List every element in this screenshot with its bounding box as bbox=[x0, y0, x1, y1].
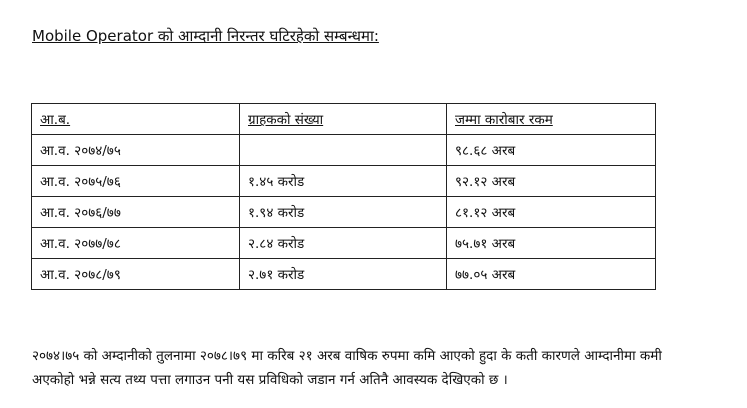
revenue-table bbox=[31, 103, 656, 290]
transaction-amount-cell: ७७.०५ अरब bbox=[447, 259, 656, 290]
table-header-row bbox=[32, 104, 656, 135]
table-row bbox=[32, 166, 656, 197]
transaction-amount-cell: ८१.१२ अरब bbox=[447, 197, 656, 228]
table-row bbox=[32, 135, 656, 166]
table-row bbox=[32, 259, 656, 290]
transaction-amount-cell: ९२.१२ अरब bbox=[447, 166, 656, 197]
column-header-customer-count: ग्राहकको संख्या bbox=[240, 104, 447, 135]
body-paragraph: २०७४।७५ को अम्दानीको तुलनामा २०७८।७९ मा करिब २१ अरब वाषिक रुपमा कमि आएको हुदा के कती कारणले आम्दानीमा कमी अएकोहो भन्ने सत्य तथ्य पत्ता लगाउन पनी यस प्रविधिको जडान गर्न अतिनै आवस्यक देखिएको छ । bbox=[32, 347, 662, 388]
column-header-fiscal-year: आ.ब. bbox=[32, 104, 240, 135]
fiscal-year-cell: आ.व. २०७७/७८ bbox=[32, 228, 240, 259]
fiscal-year-cell: आ.व. २०७५/७६ bbox=[32, 166, 240, 197]
customer-count-cell: १.४५ करोड bbox=[240, 166, 447, 197]
fiscal-year-cell: आ.व. २०७८/७९ bbox=[32, 259, 240, 290]
customer-count-cell: २.८४ करोड bbox=[240, 228, 447, 259]
column-header-total-transaction: जम्मा कारोबार रकम bbox=[447, 104, 656, 135]
transaction-amount-cell: ७५.७१ अरब bbox=[447, 228, 656, 259]
customer-count-cell: २.७१ करोड bbox=[240, 259, 447, 290]
fiscal-year-cell: आ.व. २०७६/७७ bbox=[32, 197, 240, 228]
table-row bbox=[32, 228, 656, 259]
document-heading: Mobile Operator को आम्दानी निरन्तर घटिरहेको सम्बन्धमा: bbox=[32, 27, 379, 45]
fiscal-year-cell: आ.व. २०७४/७५ bbox=[32, 135, 240, 166]
table-row bbox=[32, 197, 656, 228]
transaction-amount-cell: ९८.६८ अरब bbox=[447, 135, 656, 166]
customer-count-cell: १.९४ करोड bbox=[240, 197, 447, 228]
customer-count-cell bbox=[240, 135, 447, 166]
